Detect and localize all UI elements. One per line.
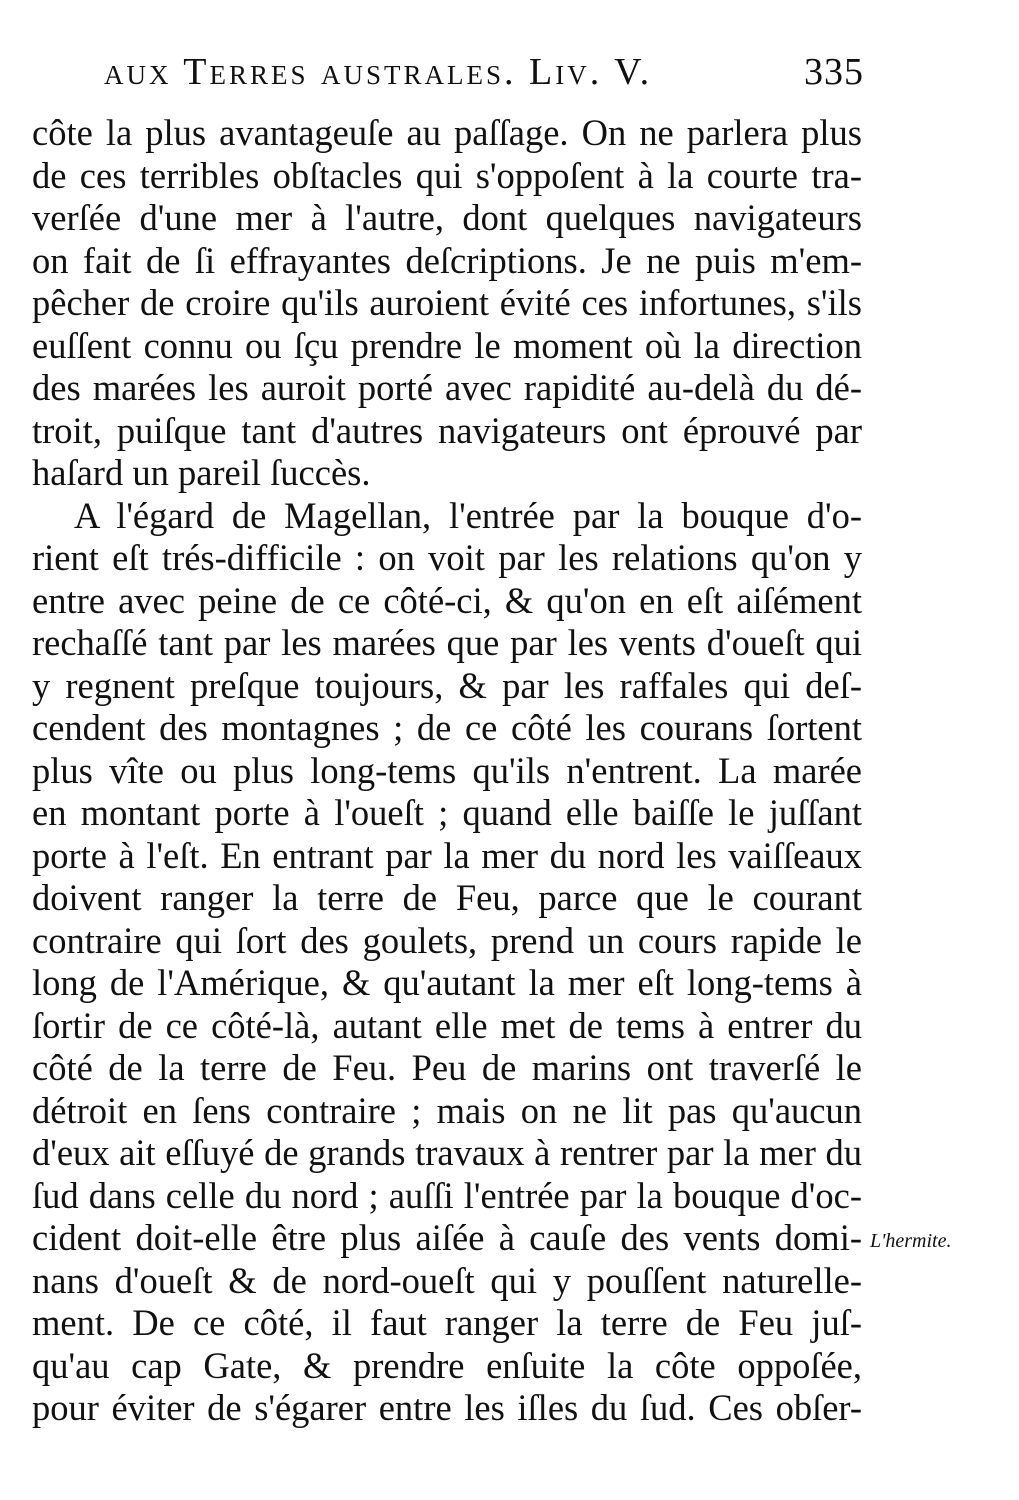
text-line: y regnent preſque toujours, & par les raffales qui deſ-	[32, 664, 862, 706]
text-line: plus vîte ou plus long-tems qu'ils n'entrent. La marée	[32, 749, 862, 791]
text-line: nans d'oueſt & de nord-oueſt qui y pouſſent naturelle-	[32, 1259, 862, 1301]
text-line: on fait de ſi effrayantes deſcriptions. Je ne puis m'em-	[32, 239, 862, 281]
text-line: troit, puiſque tant d'autres navigateurs ont éprouvé par	[32, 409, 862, 451]
text-line: cendent des montagnes ; de ce côté les courans ſortent	[32, 707, 862, 748]
text-line: A l'égard de Magellan, l'entrée par la bouque d'o-	[74, 494, 862, 536]
text-line: en montant porte à l'oueſt ; quand elle baiſſe le juſſant	[32, 792, 862, 833]
text-line: long de l'Amérique, & qu'autant la mer eſt long-tems à	[32, 962, 862, 1003]
text-line: doivent ranger la terre de Feu, parce que le courant	[32, 877, 862, 918]
text-line: haſard un pareil ſuccès.	[32, 452, 371, 493]
text-line: entre avec peine de ce côté-ci, & qu'on en eſt aiſément	[32, 579, 862, 621]
text-line: de ces terribles obſtacles qui s'oppoſent à la courte tra-	[32, 154, 862, 196]
text-line: détroit en ſens contraire ; mais on ne lit pas qu'aucun	[32, 1089, 862, 1131]
text-line: côté de la terre de Feu. Peu de marins ont traverſé le	[32, 1047, 862, 1088]
text-line: rechaſſé tant par les marées que par les vents d'oueſt qui	[32, 622, 862, 663]
text-line: porte à l'eſt. En entrant par la mer du nord les vaiſſeaux	[32, 834, 862, 876]
margin-note: L'hermite.	[870, 1230, 952, 1252]
text-line: euſſent connu ou ſçu prendre le moment où la direction	[32, 324, 862, 366]
body-text	[32, 112, 862, 1430]
text-line: côte la plus avantageuſe au paſſage. On ne parlera plus	[32, 112, 862, 153]
text-line: pêcher de croire qu'ils auroient évité ces infortunes, s'ils	[32, 282, 862, 323]
text-line: cident doit-elle être plus aiſée à cauſe des vents domi-	[32, 1217, 862, 1258]
text-line: ment. De ce côté, il faut ranger la terre de Feu juſ-	[32, 1302, 862, 1343]
text-line: qu'au cap Gate, & prendre enſuite la côte oppoſée,	[32, 1344, 862, 1386]
text-line: ſud dans celle du nord ; auſſi l'entrée par la bouque d'oc-	[32, 1174, 862, 1216]
text-line: contraire qui ſort des goulets, prend un cours rapide le	[32, 919, 862, 961]
text-line: verſée d'une mer à l'autre, dont quelques navigateurs	[32, 197, 862, 238]
text-line: ſortir de ce côté-là, autant elle met de tems à entrer du	[32, 1004, 862, 1046]
running-head	[104, 50, 864, 100]
running-head-title: aux Terres australes. Liv. V.	[104, 51, 653, 93]
text-line: rient eſt trés-difficile : on voit par les relations qu'on y	[32, 537, 862, 578]
page-number: 335	[804, 51, 864, 93]
text-line: pour éviter de s'égarer entre les iſles du ſud. Ces obſer-	[32, 1387, 862, 1428]
text-line: d'eux ait eſſuyé de grands travaux à rentrer par la mer du	[32, 1132, 862, 1173]
text-line: des marées les auroit porté avec rapidité au-delà du dé-	[32, 367, 862, 408]
